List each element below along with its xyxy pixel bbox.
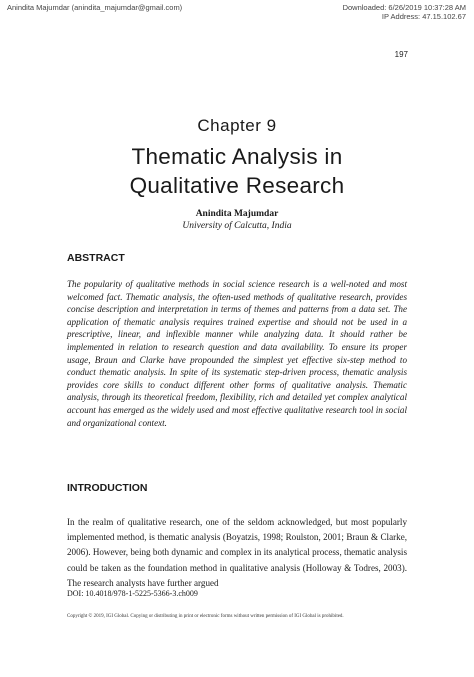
author-affiliation: University of Calcutta, India bbox=[182, 221, 292, 231]
title-line-1: Thematic Analysis in bbox=[131, 144, 343, 169]
ip-address: IP Address: 47.15.102.67 bbox=[381, 12, 466, 21]
chapter-title bbox=[0, 142, 474, 200]
chapter-label: Chapter 9 bbox=[197, 116, 277, 135]
introduction-text: In the realm of qualitative research, one of the seldom acknowledged, but most popularly implemented method, is thematic analysis (Boyatzis, 1998; Roulston, 2001; Braun & Clarke, 2006). However, being both dynamic and complex in its analytical process, thematic analysis could be taken as the foundation method in qualitative analysis (Holloway & Todres, 2003). The research analysts have further argued bbox=[67, 517, 407, 588]
doi-line: DOI: 10.4018/978-1-5225-5366-3.ch009 bbox=[67, 589, 198, 598]
page-number: 197 bbox=[394, 50, 408, 59]
abstract-heading: ABSTRACT bbox=[67, 252, 125, 264]
introduction-heading: INTRODUCTION bbox=[67, 482, 148, 494]
abstract-text: The popularity of qualitative methods in social science research is a well-noted and most welcomed fact. Thematic analysis, the often-used methods of qualitative research, provides concise description and interpretation in terms of themes and patterns from a data set. The application of thematic analysis requires trained expertise and should not be used in a prescriptive, linear, and inflexible manner while analyzing data. It should rather be implemented in relation to research question and data availability. To ensure its proper usage, Braun and Clarke have propounded the simplest yet effective six-step method to conduct thematic analysis. In spite of its systematic step-driven process, thematic analysis provides core skills to conduct different other forms of qualitative analysis. Thematic analysis, through its theoretical freedom, flexibility, rich and detailed yet complex analytical account has emerged as the widely used and most effective qualitative research tool in social and organizational context. bbox=[67, 279, 407, 428]
author-name: Anindita Majumdar bbox=[195, 209, 279, 219]
download-user-header: Anindita Majumdar (anindita_majumdar@gmail.com) bbox=[7, 3, 183, 12]
download-date: Downloaded: 6/26/2019 10:37:28 AM bbox=[342, 3, 466, 12]
download-info-header bbox=[343, 3, 466, 21]
copyright-notice: Copyright © 2019, IGI Global. Copying or distributing in print or electronic forms without written permission of IGI Global is prohibited. bbox=[67, 614, 344, 619]
title-line-2: Qualitative Research bbox=[129, 173, 345, 198]
